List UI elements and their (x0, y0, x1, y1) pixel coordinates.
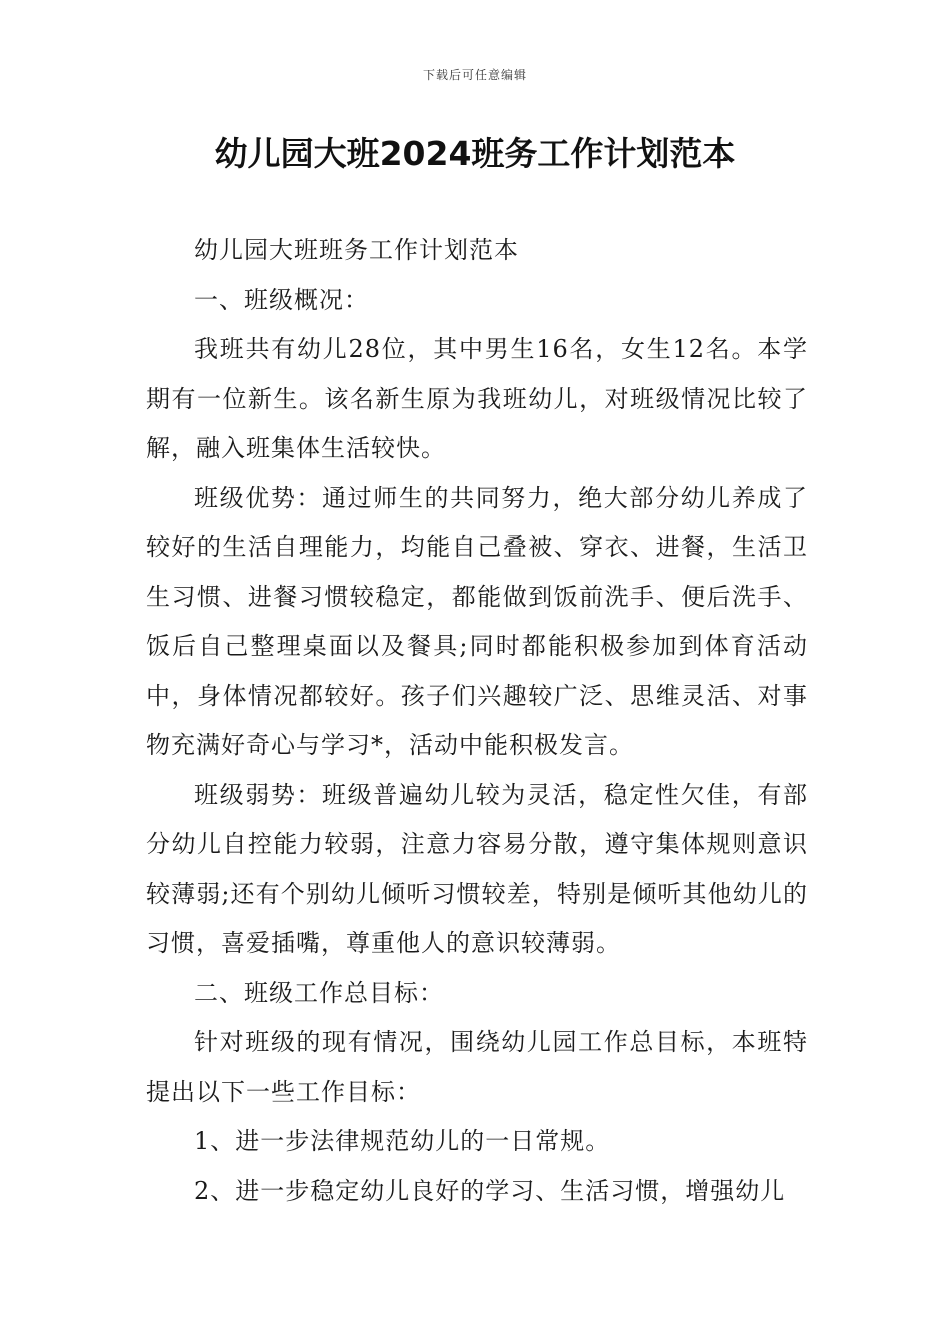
paragraph-goals-intro: 针对班级的现有情况，围绕幼儿园工作总目标，本班特提出以下一些工作目标： (146, 1028, 808, 1106)
paragraph-class-size: 我班共有幼儿28位，其中男生16名，女生12名。本学期有一位新生。该名新生原为我班幼儿，对班级情况比较了解，融入班集体生活较快。 (146, 335, 808, 462)
section-heading-overview: 一、班级概况： (194, 285, 369, 314)
paragraph-weaknesses: 班级弱势：班级普遍幼儿较为灵活，稳定性欠佳，有部分幼儿自控能力较弱，注意力容易分散，遵守集体规则意识较薄弱;还有个别幼儿倾听习惯较差，特别是倾听其他幼儿的习惯，喜爱插嘴，尊重他人的意识较薄弱。 (146, 780, 808, 957)
section-heading-goals: 二、班级工作总目标： (194, 978, 444, 1007)
list-item-goal-1: 1、进一步法律规范幼儿的一日常规。 (194, 1127, 611, 1155)
paragraph-strengths: 班级优势：通过师生的共同努力，绝大部分幼儿养成了较好的生活自理能力，均能自己叠被、穿衣、进餐，生活卫生习惯、进餐习惯较稳定，都能做到饭前洗手、便后洗手、饭后自己整理桌面以及餐具;同时都能积极参加到体育活动中，身体情况都较好。孩子们兴趣较广泛、思维灵活、对事物充满好奇心与学习*，活动中能积极发言。 (146, 483, 808, 759)
document-title: 幼儿园大班2024班务工作计划范本 (214, 134, 736, 173)
document-body (146, 226, 808, 1216)
header-note: 下载后可任意编辑 (422, 68, 527, 82)
list-item-goal-2: 2、进一步稳定幼儿良好的学习、生活习惯，增强幼儿 (194, 1176, 786, 1205)
subtitle-paragraph: 幼儿园大班班务工作计划范本 (194, 236, 519, 264)
